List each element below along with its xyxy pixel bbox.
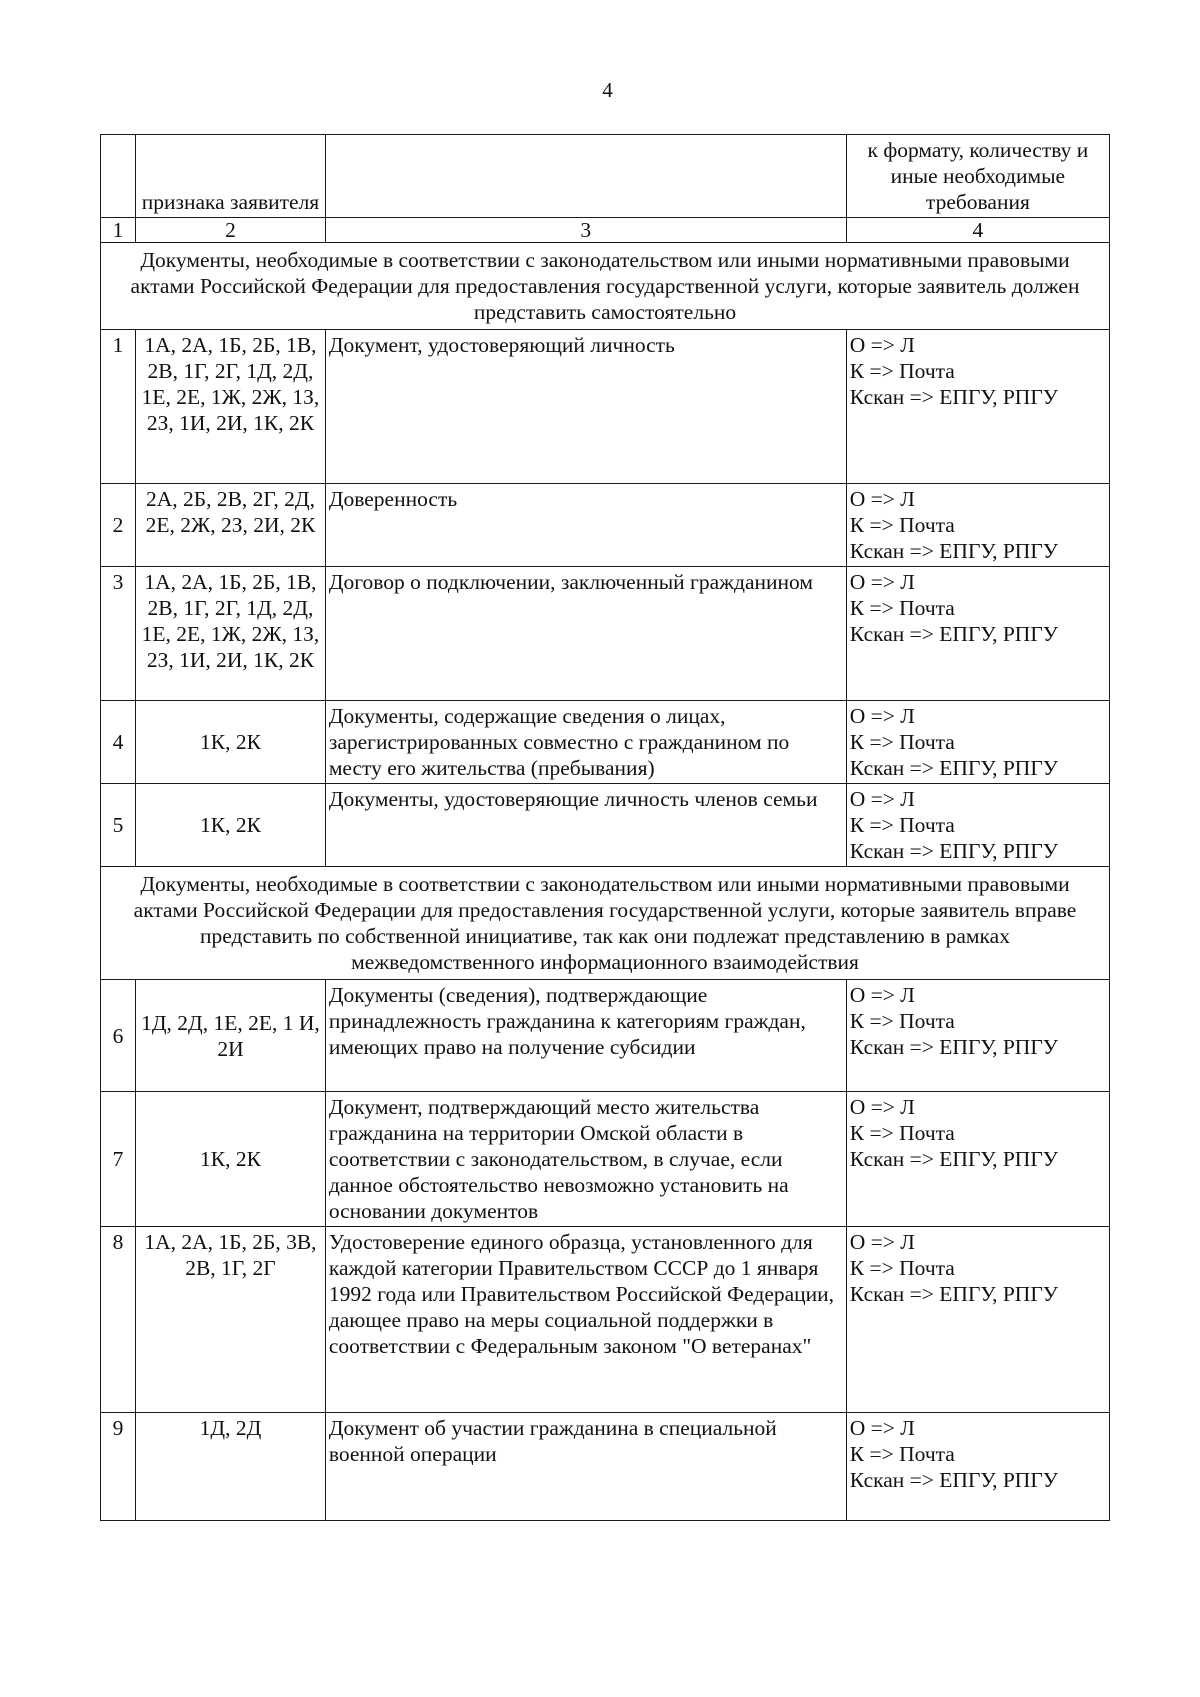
requirement-line: Кскан => ЕПГУ, РПГУ (849, 839, 1058, 863)
document-name: Документ, удостоверяющий личность (325, 330, 846, 484)
applicant-signs: 1А, 2А, 1Б, 2Б, 3В, 2В, 1Г, 2Г (136, 1227, 326, 1413)
header-col2: признака заявителя (136, 135, 326, 218)
table-row (101, 484, 1110, 567)
table-row (101, 1227, 1110, 1413)
row-number: 1 (101, 330, 136, 484)
requirement-line: К => Почта (849, 359, 955, 383)
table-row (101, 567, 1110, 701)
section-title: Документы, необходимые в соответствии с законодательством или иными нормативными правовыми актами Российской Федерации для предоставления государственной услуги, которые заявитель должен представить самостоятельно (101, 243, 1110, 330)
table-row (101, 1092, 1110, 1227)
document-name: Документы, содержащие сведения о лицах, зарегистрированных совместно с гражданином по месту его жительства (пребывания) (325, 701, 846, 784)
row-number: 3 (101, 567, 136, 701)
applicant-signs: 1К, 2К (136, 701, 326, 784)
requirement-line: К => Почта (849, 1121, 955, 1145)
requirement-line: О => Л (849, 704, 915, 728)
section-title: Документы, необходимые в соответствии с законодательством или иными нормативными правовыми актами Российской Федерации для предоставления государственной услуги, которые заявитель вправе представить по собственной инициативе, так как они подлежат представлению в рамках межведомственного информационного взаимодействия (101, 867, 1110, 980)
column-number-row (101, 218, 1110, 243)
column-number: 3 (325, 218, 846, 243)
format-requirements (846, 1227, 1109, 1413)
requirement-line: О => Л (849, 487, 915, 511)
document-name: Документ, подтверждающий место жительства гражданина на территории Омской области в соответствии с законодательством, в случае, если данное обстоятельство невозможно установить на основании документов (325, 1092, 846, 1227)
table-row (101, 980, 1110, 1092)
document-name: Доверенность (325, 484, 846, 567)
row-number: 9 (101, 1413, 136, 1521)
section-row (101, 243, 1110, 330)
requirement-line: Кскан => ЕПГУ, РПГУ (849, 1147, 1058, 1171)
requirement-line: Кскан => ЕПГУ, РПГУ (849, 1282, 1058, 1306)
column-number: 1 (101, 218, 136, 243)
format-requirements (846, 980, 1109, 1092)
format-requirements (846, 701, 1109, 784)
header-col4: к формату, количеству и иные необходимые требования (846, 135, 1109, 218)
requirement-line: К => Почта (849, 596, 955, 620)
applicant-signs: 2А, 2Б, 2В, 2Г, 2Д, 2Е, 2Ж, 2З, 2И, 2К (136, 484, 326, 567)
requirement-line: О => Л (849, 570, 915, 594)
requirement-line: О => Л (849, 333, 915, 357)
format-requirements (846, 567, 1109, 701)
applicant-signs: 1А, 2А, 1Б, 2Б, 1В, 2В, 1Г, 2Г, 1Д, 2Д, 1Е, 2Е, 1Ж, 2Ж, 1З, 2З, 1И, 2И, 1К, 2К (136, 330, 326, 484)
table-row (101, 1413, 1110, 1521)
header-row (101, 135, 1110, 218)
document-name: Документы, удостоверяющие личность членов семьи (325, 784, 846, 867)
requirement-line: Кскан => ЕПГУ, РПГУ (849, 756, 1058, 780)
document-name: Удостоверение единого образца, установленного для каждой категории Правительством СССР до 1 января 1992 года или Правительством Российской Федерации, дающее право на меры социальной поддержки в соответствии с Федеральным законом "О ветеранах" (325, 1227, 846, 1413)
table-row (101, 330, 1110, 484)
requirement-line: О => Л (849, 983, 915, 1007)
applicant-signs: 1А, 2А, 1Б, 2Б, 1В, 2В, 1Г, 2Г, 1Д, 2Д, 1Е, 2Е, 1Ж, 2Ж, 1З, 2З, 1И, 2И, 1К, 2К (136, 567, 326, 701)
requirements-table (100, 134, 1110, 1521)
row-number: 6 (101, 980, 136, 1092)
row-number: 2 (101, 484, 136, 567)
header-col3 (325, 135, 846, 218)
table-row (101, 784, 1110, 867)
requirement-line: К => Почта (849, 1256, 955, 1280)
requirement-line: Кскан => ЕПГУ, РПГУ (849, 385, 1058, 409)
column-number: 4 (846, 218, 1109, 243)
requirement-line: К => Почта (849, 1009, 955, 1033)
requirement-line: О => Л (849, 787, 915, 811)
document-name: Документ об участии гражданина в специальной военной операции (325, 1413, 846, 1521)
row-number: 8 (101, 1227, 136, 1413)
format-requirements (846, 330, 1109, 484)
format-requirements (846, 1092, 1109, 1227)
applicant-signs: 1К, 2К (136, 784, 326, 867)
requirement-line: О => Л (849, 1230, 915, 1254)
format-requirements (846, 784, 1109, 867)
row-number: 4 (101, 701, 136, 784)
requirement-line: О => Л (849, 1095, 915, 1119)
document-name: Документы (сведения), подтверждающие принадлежность гражданина к категориям граждан, имеющих право на получение субсидии (325, 980, 846, 1092)
requirement-line: О => Л (849, 1416, 915, 1440)
requirement-line: К => Почта (849, 813, 955, 837)
applicant-signs: 1К, 2К (136, 1092, 326, 1227)
requirement-line: Кскан => ЕПГУ, РПГУ (849, 1035, 1058, 1059)
section-row (101, 867, 1110, 980)
row-number: 5 (101, 784, 136, 867)
requirement-line: К => Почта (849, 730, 955, 754)
requirement-line: К => Почта (849, 513, 955, 537)
format-requirements (846, 484, 1109, 567)
header-cell-1 (101, 135, 136, 218)
applicant-signs: 1Д, 2Д (136, 1413, 326, 1521)
requirement-line: К => Почта (849, 1442, 955, 1466)
requirement-line: Кскан => ЕПГУ, РПГУ (849, 1468, 1058, 1492)
requirement-line: Кскан => ЕПГУ, РПГУ (849, 622, 1058, 646)
requirement-line: Кскан => ЕПГУ, РПГУ (849, 539, 1058, 563)
format-requirements (846, 1413, 1109, 1521)
column-number: 2 (136, 218, 326, 243)
table-row (101, 701, 1110, 784)
page-number: 4 (602, 78, 613, 102)
row-number: 7 (101, 1092, 136, 1227)
applicant-signs: 1Д, 2Д, 1Е, 2Е, 1 И, 2И (136, 980, 326, 1092)
document-name: Договор о подключении, заключенный гражданином (325, 567, 846, 701)
